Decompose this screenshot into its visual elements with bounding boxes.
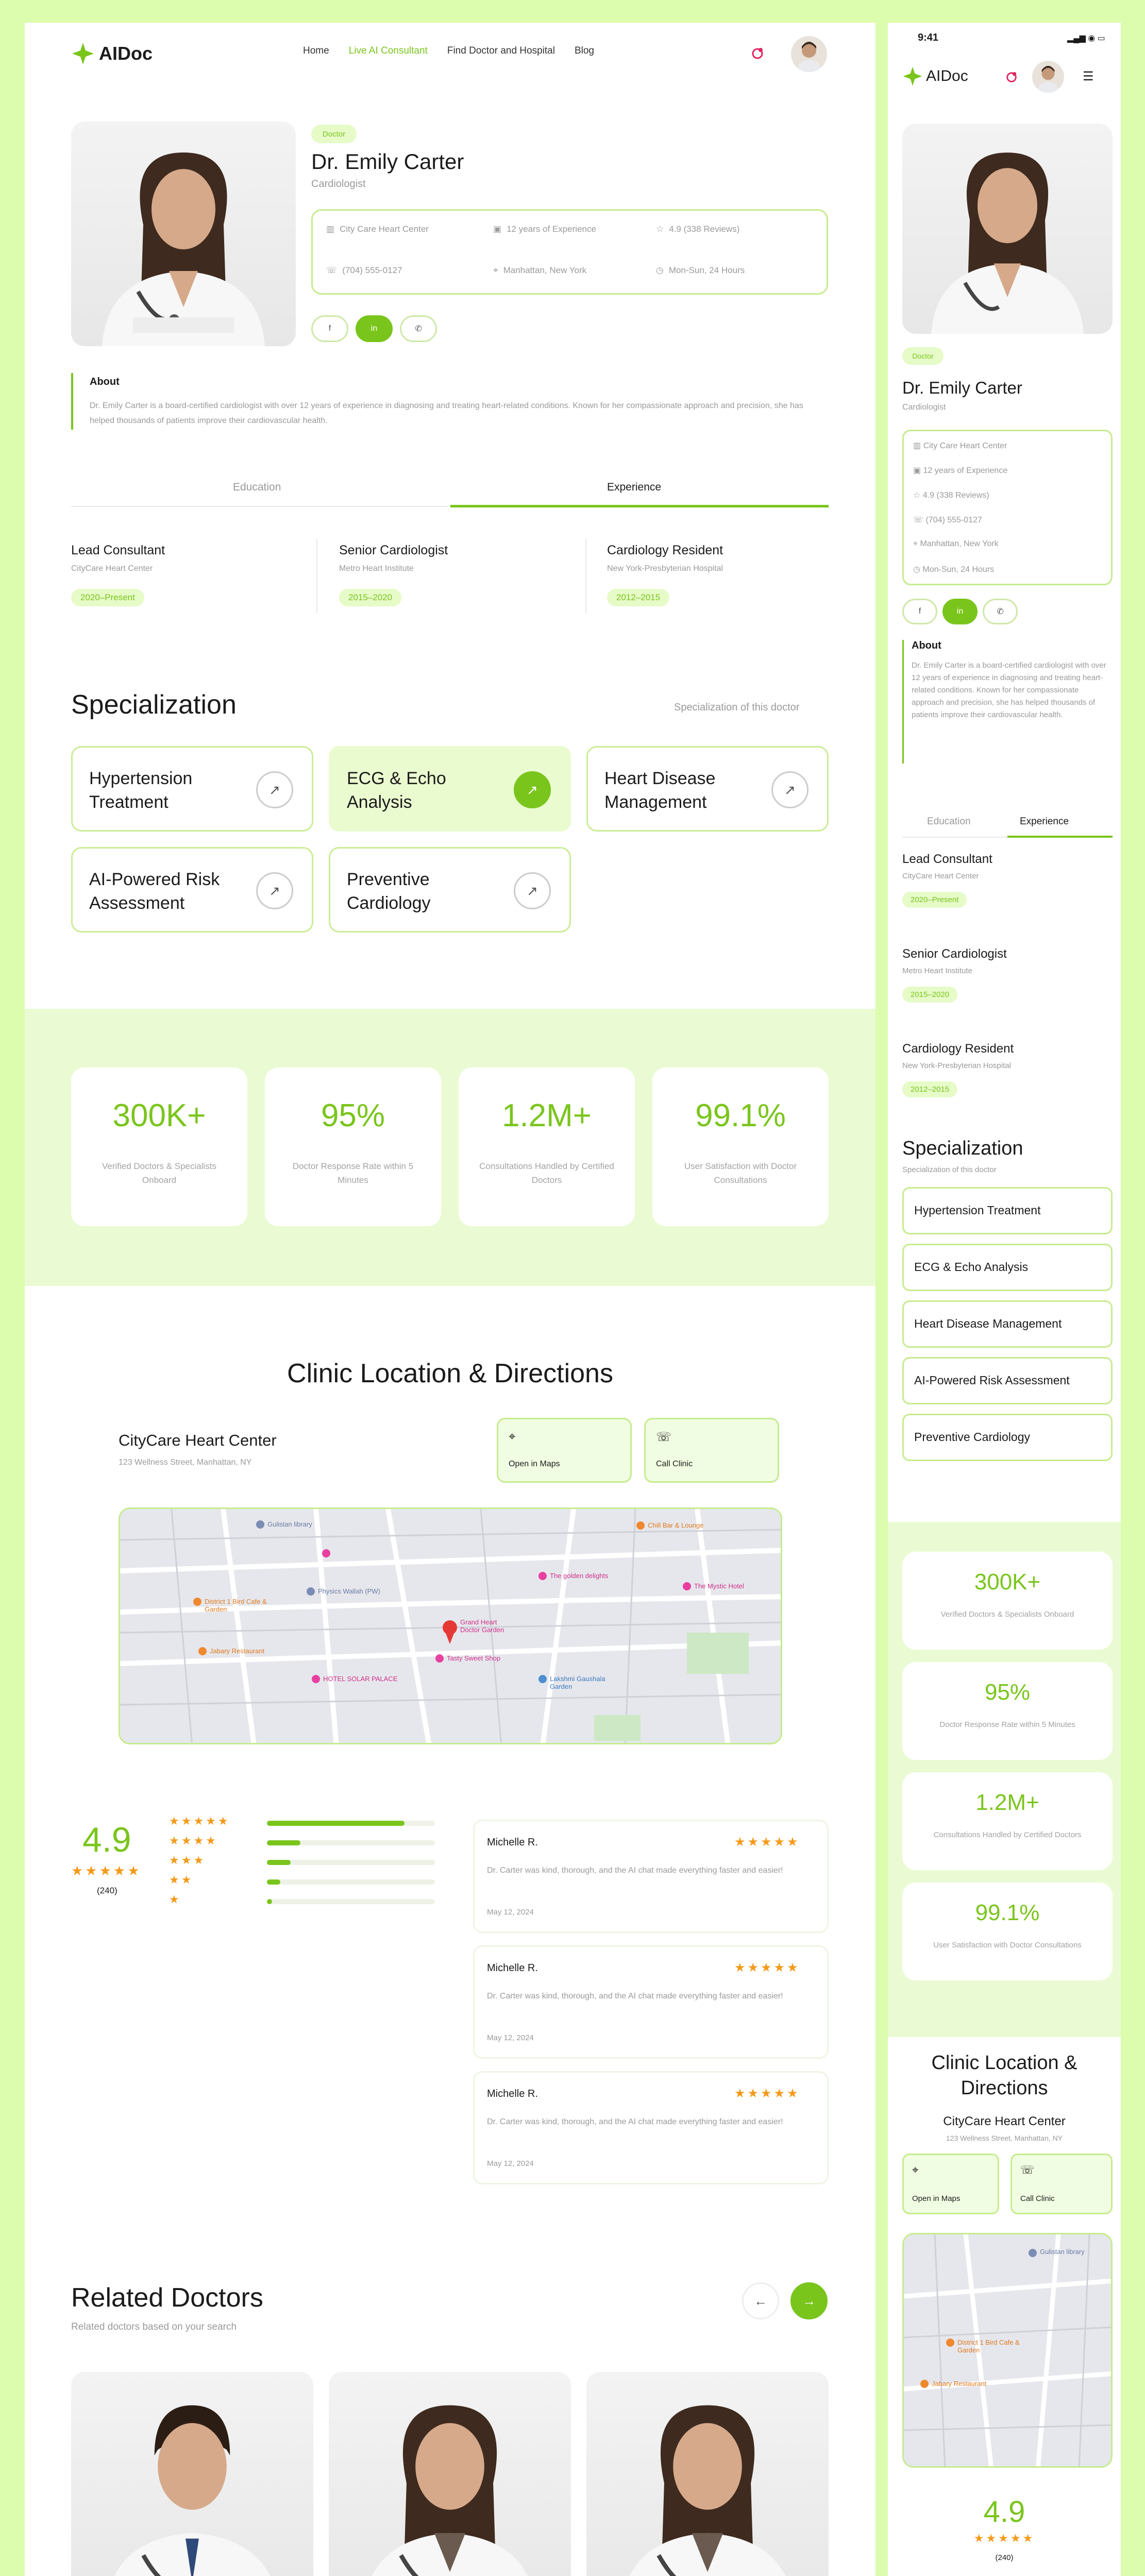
specialization-card[interactable] xyxy=(902,1300,1113,1348)
tab-experience[interactable]: Experience xyxy=(1020,816,1069,827)
hours-info: ◷ Mon-Sun, 24 Hours xyxy=(913,565,995,574)
experience-period: 2012–2015 xyxy=(902,1081,957,1097)
logo-icon xyxy=(71,42,95,65)
divider xyxy=(316,539,317,613)
arrow-left-icon[interactable]: ← xyxy=(742,2282,779,2319)
phone-number: (704) 555-0127 xyxy=(925,516,982,524)
experience-org: Metro Heart Institute xyxy=(902,967,972,975)
review-stars: ★★★★★ xyxy=(734,2087,800,2100)
doctor-role: Cardiologist xyxy=(902,403,946,412)
rating-row xyxy=(169,1834,437,1852)
map-label: Jabary Restaurant xyxy=(932,2380,987,2387)
facebook-icon[interactable]: f xyxy=(902,599,937,624)
review-text: Dr. Carter was kind, thorough, and the AI chat made everything faster and easier! xyxy=(487,1866,783,1875)
clinic-info: ▥ City Care Heart Center xyxy=(913,442,1007,450)
rating-info: ☆ 4.9 (338 Reviews) xyxy=(913,491,989,500)
about-text: Dr. Emily Carter is a board-certified cardiologist with over 12 years of experience in diagnosing and treating heart-related conditions. Known for her compassionate approach and precision, she has helped thousands of patients improve their cardiovascular health. xyxy=(912,661,1106,719)
location-text: Manhattan, New York xyxy=(503,265,587,275)
review-card xyxy=(473,2071,829,2184)
experience-period: 2015–2020 xyxy=(902,987,957,1003)
review-stars: ★★★★★ xyxy=(734,1961,800,1975)
reviewer-name: Michelle R. xyxy=(487,2088,538,2099)
clinic-name: CityCare Heart Center xyxy=(119,1431,277,1449)
hours-text: Mon-Sun, 24 Hours xyxy=(922,565,995,574)
rating-bar xyxy=(267,1840,435,1845)
status-time: 9:41 xyxy=(918,32,939,43)
related-subtitle: Related doctors based on your search xyxy=(71,2321,237,2332)
specialization-card[interactable] xyxy=(71,847,313,933)
experience-info xyxy=(493,224,596,234)
phone-icon: ☏ xyxy=(656,1430,672,1444)
stat-label: Doctor Response Rate within 5 Minutes xyxy=(939,1720,1075,1729)
experience-title: Senior Cardiologist xyxy=(902,947,1007,961)
specialization-label: AI-Powered Risk Assessment xyxy=(89,870,220,913)
map-label: Jabary Restaurant xyxy=(210,1647,265,1655)
experience-years: 12 years of Experience xyxy=(923,466,1008,475)
rating-stars: ★★★★★ xyxy=(71,1863,142,1878)
location-text: Manhattan, New York xyxy=(920,539,999,548)
hamburger-menu-icon[interactable]: ☰ xyxy=(1083,70,1094,83)
mobile-logo[interactable] xyxy=(902,66,968,87)
rating-row-stars: ★★★★ xyxy=(169,1834,218,1847)
specialization-card[interactable] xyxy=(902,1244,1113,1291)
specialization-label: Hypertension Treatment xyxy=(914,1204,1041,1217)
open-in-maps-button[interactable] xyxy=(902,2154,999,2214)
tab-education[interactable]: Education xyxy=(927,816,971,827)
location-pin-icon: ⌖ xyxy=(493,265,498,275)
about-accent-bar xyxy=(902,640,904,764)
specialization-label: AI-Powered Risk Assessment xyxy=(914,1374,1070,1387)
experience-title: Senior Cardiologist xyxy=(339,543,448,557)
experience-period: 2015–2020 xyxy=(339,589,401,606)
stat-value: 95% xyxy=(984,1680,1031,1705)
specialization-card[interactable] xyxy=(71,746,313,832)
arrow-up-right-icon[interactable]: ↗ xyxy=(256,872,293,909)
rating-row-stars: ★★★★★ xyxy=(169,1815,230,1827)
experience-item xyxy=(339,543,448,606)
location-pin-icon: ⌖ xyxy=(509,1430,516,1444)
nav-home[interactable]: Home xyxy=(303,45,329,56)
doctor-badge: Doctor xyxy=(311,125,357,143)
specialization-title: Specialization xyxy=(902,1138,1023,1159)
user-avatar[interactable] xyxy=(791,36,827,72)
clinic-address: 123 Wellness Street, Manhattan, NY xyxy=(946,2134,1063,2142)
nav-live-ai-consultant[interactable]: Live AI Consultant xyxy=(348,45,428,56)
stat-card xyxy=(265,1067,441,1226)
specialization-label: Heart Disease Management xyxy=(604,769,716,812)
experience-item xyxy=(71,543,165,606)
location-pin-icon: ⌖ xyxy=(912,2163,919,2176)
logo-icon xyxy=(902,66,923,87)
review-card xyxy=(473,1945,829,2059)
rating-row xyxy=(169,1854,437,1871)
whatsapp-icon[interactable]: ✆ xyxy=(983,599,1018,624)
call-clinic-label: Call Clinic xyxy=(656,1460,693,1468)
rating-count: (240) xyxy=(995,2553,1014,2562)
experience-org: CityCare Heart Center xyxy=(71,564,153,573)
clinic-name: CityCare Heart Center xyxy=(943,2114,1066,2128)
doctor-role: Cardiologist xyxy=(311,178,366,190)
stat-value: 99.1% xyxy=(975,1900,1040,1925)
phone-icon: ☏ xyxy=(1020,2163,1035,2176)
brand-name: AIDoc xyxy=(99,43,153,64)
rating-info xyxy=(656,224,739,234)
specialization-title: Specialization xyxy=(71,690,237,720)
nav-blog[interactable]: Blog xyxy=(574,45,594,56)
nav-find-doctor-hospital[interactable]: Find Doctor and Hospital xyxy=(447,45,555,56)
location-info xyxy=(493,265,586,276)
rating-bar xyxy=(267,1860,435,1865)
specialization-card[interactable] xyxy=(902,1357,1113,1404)
doctor-photo xyxy=(902,124,1113,334)
stat-value: 99.1% xyxy=(695,1098,786,1133)
specialization-label: Preventive Cardiology xyxy=(347,870,431,913)
map-label: The Mystic Hotel xyxy=(694,1582,744,1590)
review-card xyxy=(473,1820,829,1933)
user-avatar[interactable] xyxy=(1032,61,1064,93)
specialization-label: ECG & Echo Analysis xyxy=(347,769,446,812)
rating-text: 4.9 (338 Reviews) xyxy=(669,224,740,234)
specialization-label: ECG & Echo Analysis xyxy=(914,1260,1029,1274)
related-title: Related Doctors xyxy=(71,2283,263,2313)
rating-text: 4.9 (338 Reviews) xyxy=(922,491,989,500)
rating-row xyxy=(169,1893,437,1910)
map-label: Physics Wallah (PW) xyxy=(318,1587,380,1595)
review-date: May 12, 2024 xyxy=(487,2033,534,2042)
rating-bar-fill xyxy=(267,1879,280,1885)
status-icons: ▂▄▆ ◉ ▭ xyxy=(1067,34,1105,43)
related-doctor-card[interactable] xyxy=(329,2372,571,2576)
map-label: Grand Heart Doctor Garden xyxy=(460,1618,504,1634)
rating-score: 4.9 xyxy=(983,2495,1025,2529)
hospital-icon: ▥ xyxy=(326,224,335,234)
stat-card xyxy=(459,1067,635,1226)
stat-label: User Satisfaction with Doctor Consultations xyxy=(684,1161,797,1185)
related-doctor-card[interactable] xyxy=(71,2372,313,2576)
specialization-label: Hypertension Treatment xyxy=(89,769,193,812)
review-stars: ★★★★★ xyxy=(734,1835,800,1849)
experience-title: Cardiology Resident xyxy=(607,543,723,557)
specialization-label: Heart Disease Management xyxy=(914,1317,1062,1331)
linkedin-icon[interactable]: in xyxy=(942,599,978,624)
review-text: Dr. Carter was kind, thorough, and the AI chat made everything faster and easier! xyxy=(487,2117,783,2126)
mobile-page xyxy=(888,23,1121,2576)
doctor-photo xyxy=(586,2372,829,2576)
experience-title: Cardiology Resident xyxy=(902,1042,1014,1056)
rating-row-stars: ★★★ xyxy=(169,1854,206,1867)
main-nav xyxy=(303,45,614,57)
review-date: May 12, 2024 xyxy=(487,1908,534,1917)
rating-bar-fill xyxy=(267,1899,272,1904)
rating-row-stars: ★ xyxy=(169,1893,181,1906)
reviewer-name: Michelle R. xyxy=(487,1837,538,1848)
stat-card xyxy=(71,1067,247,1226)
experience-org: New York-Presbyterian Hospital xyxy=(607,564,723,573)
doctor-photo xyxy=(329,2372,571,2576)
phone-info: ☏ (704) 555-0127 xyxy=(913,516,982,524)
open-in-maps-label: Open in Maps xyxy=(509,1460,560,1468)
clock-icon: ◷ xyxy=(656,265,664,275)
stat-value: 300K+ xyxy=(974,1569,1041,1595)
doctor-badge: Doctor xyxy=(902,347,944,365)
tab-active-indicator xyxy=(450,505,829,507)
related-doctor-card[interactable] xyxy=(586,2372,829,2576)
experience-item xyxy=(902,947,1007,1003)
arrow-right-icon[interactable]: → xyxy=(790,2282,828,2319)
experience-period: 2020–Present xyxy=(71,589,144,606)
rating-row xyxy=(169,1815,437,1832)
rating-row xyxy=(169,1873,437,1891)
tab-education[interactable]: Education xyxy=(233,481,281,493)
clinic-map[interactable] xyxy=(119,1507,782,1744)
phone-number: (704) 555-0127 xyxy=(342,265,402,275)
review-text: Dr. Carter was kind, thorough, and the AI chat made everything faster and easier! xyxy=(487,1992,783,2001)
about-text: Dr. Emily Carter is a board-certified cardiologist with over 12 years of experience in diagnosing and treating heart-related conditions. Known for her compassionate approach and precision, she has helped thousands of patients improve their cardiovascular health. xyxy=(90,401,803,425)
mobile-brand-name: AIDoc xyxy=(926,67,968,84)
clinic-name: City Care Heart Center xyxy=(923,442,1007,450)
specialization-card[interactable] xyxy=(902,1187,1113,1234)
stat-value: 1.2M+ xyxy=(501,1098,592,1133)
experience-item xyxy=(607,543,723,606)
rating-bar xyxy=(267,1879,435,1885)
desktop-page xyxy=(25,23,875,2576)
stat-card xyxy=(902,1552,1113,1650)
experience-org: New York-Presbyterian Hospital xyxy=(902,1061,1011,1070)
notification-icon[interactable] xyxy=(746,42,769,65)
specialization-subtitle: Specialization of this doctor xyxy=(902,1165,997,1174)
map-label: HOTEL SOLAR PALACE xyxy=(323,1675,398,1683)
stat-card xyxy=(652,1067,829,1226)
map-label: Gulistan library xyxy=(1040,2248,1085,2256)
phone-icon: ☏ xyxy=(326,265,338,275)
specialization-card[interactable] xyxy=(329,746,571,832)
tab-experience[interactable]: Experience xyxy=(607,481,662,493)
map-label: District 1 Bird Cafe & Garden xyxy=(205,1598,267,1613)
map-label: Gulistan library xyxy=(267,1520,312,1528)
experience-info: ▣ 12 years of Experience xyxy=(913,466,1008,475)
stat-value: 1.2M+ xyxy=(975,1790,1039,1815)
notification-icon[interactable] xyxy=(1002,68,1021,87)
stat-label: Doctor Response Rate within 5 Minutes xyxy=(292,1161,414,1185)
clinic-section-title: Clinic Location & Directions xyxy=(287,1359,613,1388)
map-label: Chill Bar & Lounge xyxy=(648,1521,704,1529)
experience-period: 2020–Present xyxy=(902,892,967,908)
rating-stars: ★★★★★ xyxy=(973,2532,1035,2545)
specialization-subtitle: Specialization of this doctor xyxy=(674,702,800,713)
stat-card xyxy=(902,1662,1113,1760)
doctor-name: Dr. Emily Carter xyxy=(902,378,1022,397)
call-clinic-label: Call Clinic xyxy=(1020,2194,1055,2203)
hours-text: Mon-Sun, 24 Hours xyxy=(668,265,745,275)
rating-bar-fill xyxy=(267,1821,405,1826)
tab-active-indicator xyxy=(1007,836,1113,838)
clinic-name: City Care Heart Center xyxy=(340,224,429,234)
briefcase-icon: ▣ xyxy=(493,224,502,234)
rating-score: 4.9 xyxy=(82,1820,131,1859)
map-label: The golden delights xyxy=(550,1572,609,1580)
specialization-card[interactable] xyxy=(329,847,571,933)
experience-item xyxy=(902,852,992,908)
stat-label: User Satisfaction with Doctor Consultations xyxy=(933,1941,1082,1950)
map-label: District 1 Bird Cafe & Garden xyxy=(957,2338,1020,2354)
rating-count: (240) xyxy=(97,1886,117,1895)
reviewer-name: Michelle R. xyxy=(487,1962,538,1974)
linkedin-icon[interactable]: in xyxy=(356,315,393,342)
phone-info xyxy=(326,265,402,276)
rating-bar-fill xyxy=(267,1860,291,1865)
experience-title: Lead Consultant xyxy=(902,852,992,866)
review-date: May 12, 2024 xyxy=(487,2159,534,2168)
experience-years: 12 years of Experience xyxy=(507,224,596,234)
experience-org: CityCare Heart Center xyxy=(902,872,979,880)
divider xyxy=(585,539,586,613)
about-title: About xyxy=(912,640,941,651)
stat-label: Consultations Handled by Certified Doctors xyxy=(479,1161,614,1185)
about-accent-bar xyxy=(71,373,73,430)
specialization-card[interactable] xyxy=(902,1414,1113,1461)
whatsapp-icon[interactable]: ✆ xyxy=(400,315,437,342)
location-info: ⌖ Manhattan, New York xyxy=(913,539,999,548)
stat-label: Consultations Handled by Certified Doctors xyxy=(933,1831,1082,1839)
rating-row-stars: ★★ xyxy=(169,1873,194,1886)
doctor-info-card xyxy=(311,209,828,295)
arrow-up-right-icon[interactable]: ↗ xyxy=(514,771,551,808)
map-graphic xyxy=(120,1509,782,1744)
stat-card xyxy=(902,1883,1113,1980)
map-label: Lakshmi Gaushala Garden xyxy=(550,1675,605,1690)
specialization-card[interactable] xyxy=(586,746,829,832)
stat-label: Verified Doctors & Specialists Onboard xyxy=(102,1161,217,1185)
arrow-up-right-icon[interactable]: ↗ xyxy=(256,771,293,808)
clinic-map[interactable] xyxy=(902,2233,1113,2468)
stat-card xyxy=(902,1772,1113,1870)
experience-period: 2012–2015 xyxy=(607,589,669,606)
stat-value: 95% xyxy=(321,1098,385,1133)
call-clinic-button[interactable] xyxy=(1011,2154,1113,2214)
facebook-icon[interactable]: f xyxy=(311,315,348,342)
about-title: About xyxy=(90,376,120,387)
clinic-info xyxy=(326,224,429,234)
experience-title: Lead Consultant xyxy=(71,543,165,557)
doctor-photo xyxy=(71,122,296,346)
open-in-maps-button[interactable] xyxy=(497,1418,632,1483)
star-icon: ☆ xyxy=(656,224,664,234)
hours-info xyxy=(656,265,745,276)
open-in-maps-label: Open in Maps xyxy=(912,2194,961,2203)
map-label: Tasty Sweet Shop xyxy=(447,1654,501,1662)
rating-bar xyxy=(267,1899,435,1904)
arrow-up-right-icon[interactable]: ↗ xyxy=(771,771,809,808)
clinic-address: 123 Wellness Street, Manhattan, NY xyxy=(119,1458,252,1467)
experience-org: Metro Heart Institute xyxy=(339,564,414,573)
stat-value: 300K+ xyxy=(112,1098,206,1133)
doctor-info-card xyxy=(902,430,1113,585)
specialization-label: Preventive Cardiology xyxy=(914,1430,1031,1444)
experience-item xyxy=(902,1042,1014,1097)
rating-bar-fill xyxy=(267,1840,300,1845)
call-clinic-button[interactable] xyxy=(644,1418,779,1483)
clinic-section-title: Clinic Location & Directions xyxy=(931,2052,1077,2099)
doctor-name: Dr. Emily Carter xyxy=(311,149,464,174)
rating-bar xyxy=(267,1821,435,1826)
stat-label: Verified Doctors & Specialists Onboard xyxy=(940,1610,1074,1619)
arrow-up-right-icon[interactable]: ↗ xyxy=(514,872,551,909)
doctor-photo xyxy=(71,2372,313,2576)
logo[interactable] xyxy=(71,38,153,69)
